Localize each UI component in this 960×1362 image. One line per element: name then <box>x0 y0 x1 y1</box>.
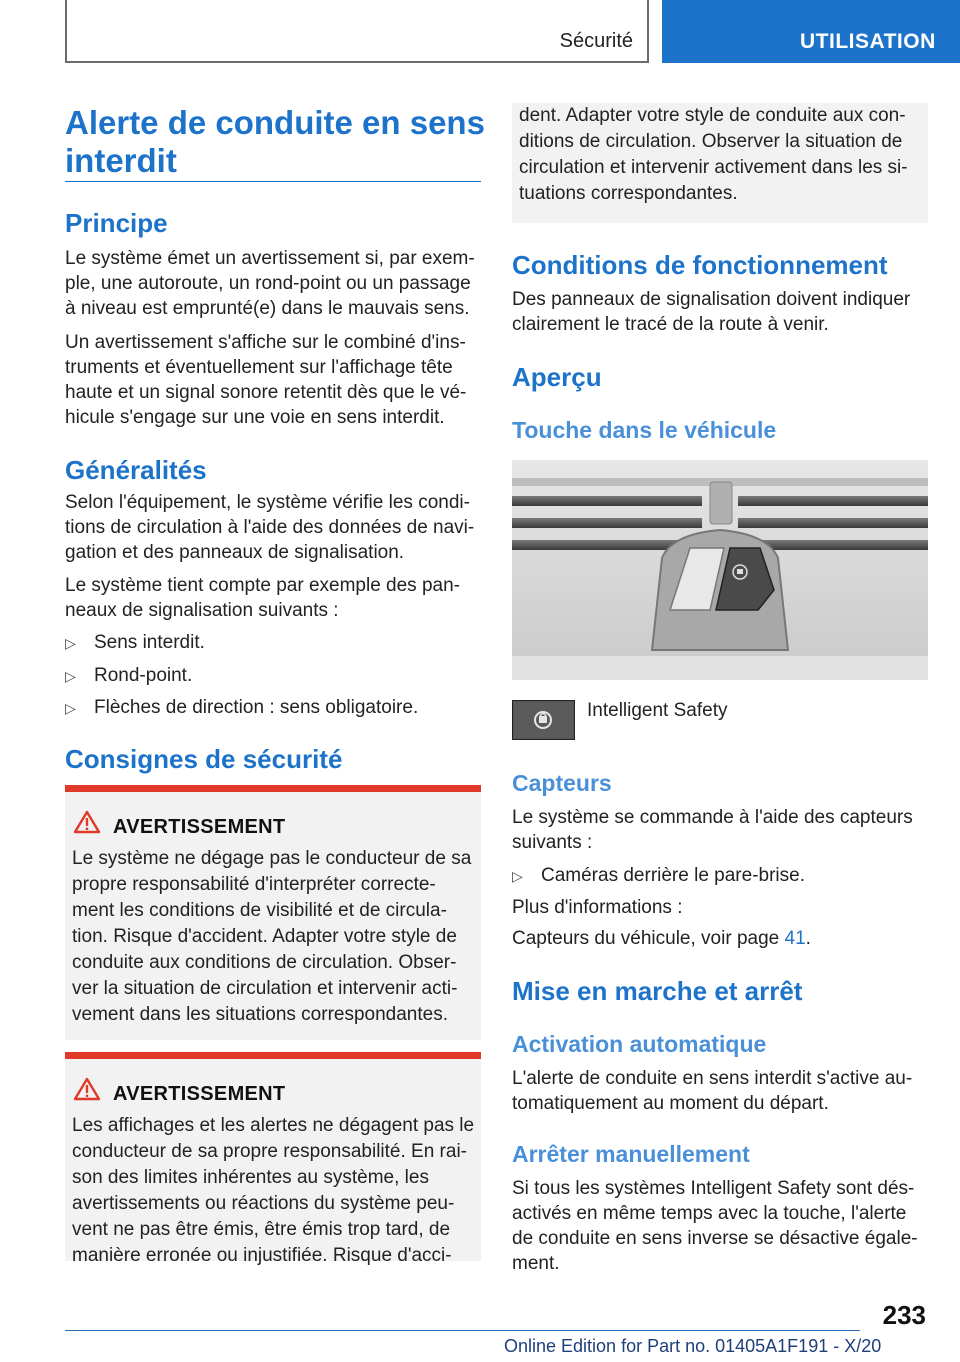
vehicle-button-photo <box>512 460 928 680</box>
text-line: ment. <box>512 1253 560 1274</box>
heading-mise-en-marche: Mise en marche et arrêt <box>512 976 803 1006</box>
text-line: conducteur de sa propre responsabilité. En rai‐ <box>72 1141 468 1162</box>
heading-generalites: Généralités <box>65 455 207 485</box>
heading-arret: Arrêter manuellement <box>512 1141 750 1167</box>
text-line: circulation et intervenir activement dans les si‐ <box>519 157 908 178</box>
page-reference <box>512 926 811 951</box>
triangle-bullet-icon: ▷ <box>65 668 76 684</box>
activation-paragraph <box>512 1066 932 1116</box>
triangle-bullet-icon: ▷ <box>512 868 523 884</box>
more-info-label: Plus d'informations : <box>512 897 683 918</box>
heading-activation: Activation automatique <box>512 1031 767 1057</box>
heading-touche: Touche dans le véhicule <box>512 417 777 443</box>
icon-label: Intelligent Safety <box>587 700 728 721</box>
text-line: à niveau est emprunté(e) dans le mauvais sens. <box>65 298 470 319</box>
warning-triangle-icon <box>73 810 101 839</box>
list-item-text: Caméras derrière le pare-brise. <box>541 865 805 886</box>
warning-box-2 <box>65 1052 481 1266</box>
text-line: ditions de circulation. Observer la situation de <box>519 131 903 152</box>
principe-paragraph-2 <box>65 330 485 430</box>
intelligent-safety-button-icon <box>512 700 575 740</box>
principe-paragraph-1 <box>65 246 485 321</box>
text-line: hicule s'engage sur une voie en sens interdit. <box>65 407 445 428</box>
warning-box-1 <box>65 785 481 1040</box>
text-line: Si tous les systèmes Intelligent Safety sont dés‐ <box>512 1178 915 1199</box>
text-line: Le système se commande à l'aide des capteurs <box>512 807 913 828</box>
text-line: dent. Adapter votre style de conduite aux con‐ <box>519 105 906 126</box>
list-item <box>65 663 485 688</box>
heading-conditions: Conditions de fonctionnement <box>512 250 888 280</box>
text-line: clairement le tracé de la route à venir. <box>512 314 829 335</box>
list-item-text: Sens interdit. <box>94 632 205 653</box>
heading-principe: Principe <box>65 208 168 238</box>
capteurs-paragraph <box>512 805 932 855</box>
text-line: gation et des panneaux de signalisation. <box>65 542 405 563</box>
text-line: ple, une autoroute, un rond-point ou un passage <box>65 273 471 294</box>
triangle-bullet-icon: ▷ <box>65 635 76 651</box>
text-line: tomatiquement au moment du départ. <box>512 1093 829 1114</box>
text-line: conduite aux conditions de circulation. Obser‐ <box>72 952 457 973</box>
text-line: suivants : <box>512 832 593 853</box>
text-line: truments et éventuellement sur l'affichage tête <box>65 357 453 378</box>
reference-end: . <box>805 928 811 949</box>
header-chapter-tab <box>662 0 960 63</box>
triangle-bullet-icon: ▷ <box>65 700 76 716</box>
list-item <box>65 630 485 655</box>
page-number: 233 <box>882 1300 926 1330</box>
page-title-line2: interdit <box>65 142 177 179</box>
text-line: haute et un signal sonore retentit dès que le vé‐ <box>65 382 467 403</box>
text-line: son des limites inhérentes au système, les <box>72 1167 429 1188</box>
conditions-paragraph <box>512 287 932 337</box>
warning-body <box>72 1113 482 1269</box>
text-line: Un avertissement s'affiche sur le combiné d'ins‐ <box>65 332 466 353</box>
text-line: vent ne pas être émis, être émis trop tard, de <box>72 1219 451 1240</box>
list-item-text: Flèches de direction : sens obligatoire. <box>94 697 419 718</box>
reference-text: Capteurs du véhicule, voir page <box>512 928 785 949</box>
text-line: ment les conditions de visibilité et de circula‐ <box>72 900 447 921</box>
generalites-paragraph-1 <box>65 490 485 565</box>
warning-triangle-icon <box>73 1077 101 1106</box>
text-line: neaux de signalisation suivants : <box>65 600 339 621</box>
list-item <box>512 863 932 888</box>
text-line: ver la situation de circulation et intervenir acti‐ <box>72 978 458 999</box>
header-section-box <box>65 0 649 63</box>
page-link[interactable]: 41 <box>784 928 806 949</box>
text-line: activés en même temps avec la touche, l'alerte <box>512 1203 907 1224</box>
header-section-title: Sécurité <box>559 30 633 52</box>
text-line: tuations correspondantes. <box>519 183 738 204</box>
text-line: tions de circulation à l'aide des données de navi‐ <box>65 517 475 538</box>
text-line: Les affichages et les alertes ne dégagent pas le <box>72 1115 475 1136</box>
generalites-paragraph-2 <box>65 573 485 623</box>
text-line: vement dans les situations correspondantes. <box>72 1004 448 1025</box>
text-line: manière erronée ou injustifiée. Risque d'acci‐ <box>72 1245 452 1266</box>
heading-consignes: Consignes de sécurité <box>65 744 343 774</box>
header-chapter-title: UTILISATION <box>800 30 936 53</box>
warning-body <box>72 846 482 1028</box>
title-rule <box>65 181 481 182</box>
warning-title: AVERTISSEMENT <box>113 1083 286 1105</box>
list-item-text: Rond-point. <box>94 665 193 686</box>
warning-title: AVERTISSEMENT <box>113 816 286 838</box>
warning-continuation-box <box>512 103 928 223</box>
text-line: Le système tient compte par exemple des pan‐ <box>65 575 460 596</box>
text-line: L'alerte de conduite en sens interdit s'active au‐ <box>512 1068 913 1089</box>
text-line: Le système ne dégage pas le conducteur de sa <box>72 848 472 869</box>
heading-apercu: Aperçu <box>512 362 602 392</box>
text-line: avertissements ou réactions du système peu‐ <box>72 1193 455 1214</box>
text-line: Le système émet un avertissement si, par exem‐ <box>65 248 475 269</box>
warning-continuation-text <box>519 103 924 207</box>
heading-capteurs: Capteurs <box>512 770 612 796</box>
text-line: de conduite en sens inverse se désactive égale‐ <box>512 1228 918 1249</box>
text-line: Des panneaux de signalisation doivent indiquer <box>512 289 911 310</box>
page-title-line1: Alerte de conduite en sens <box>65 104 485 141</box>
footer-edition: Online Edition for Part no. 01405A1F191 - X/20 <box>504 1336 882 1356</box>
text-line: propre responsabilité d'interpréter correcte‐ <box>72 874 436 895</box>
footer-rule <box>65 1330 860 1331</box>
list-item <box>65 695 485 720</box>
text-line: Selon l'équipement, le système vérifie les condi‐ <box>65 492 470 513</box>
arret-paragraph <box>512 1176 932 1276</box>
text-line: tion. Risque d'accident. Adapter votre style de <box>72 926 457 947</box>
